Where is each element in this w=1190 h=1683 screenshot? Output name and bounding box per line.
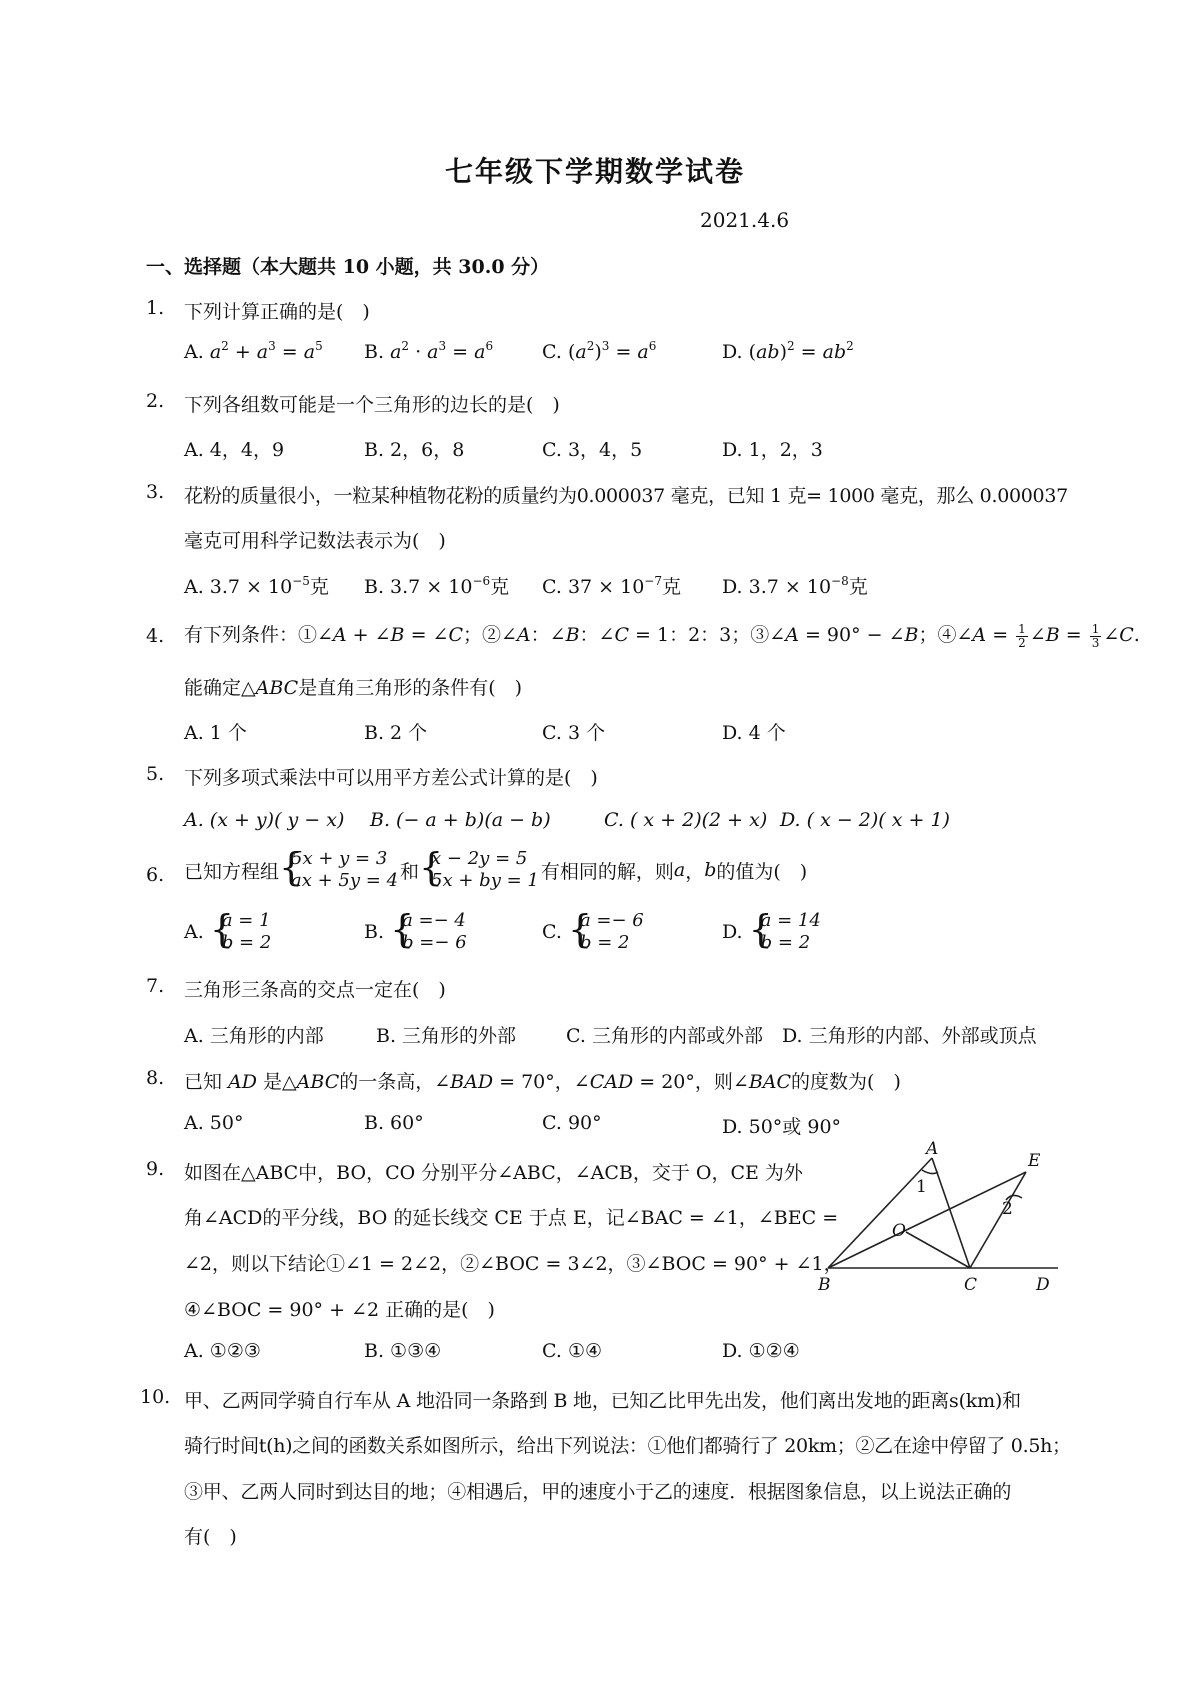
option-c: C. $37 \times 10^{-7}$克 (542, 574, 682, 598)
option-b: B. 2，6，8 (364, 439, 465, 461)
label-c: C (964, 1275, 978, 1295)
label-a: A (926, 1140, 939, 1159)
question-number: 1. (146, 297, 165, 319)
question-number: 2. (146, 390, 165, 412)
question-stem-line-2: 毫克可用科学记数法表示为( ) (184, 530, 446, 552)
question-stem: 下列多项式乘法中可以用平方差公式计算的是( ) (184, 767, 598, 789)
question-number: 3. (146, 481, 165, 503)
label-o: O (892, 1221, 906, 1241)
option-d: D. { a = 14 b = 2 (722, 907, 821, 953)
label-angle-2: 2 (1002, 1199, 1013, 1219)
option-d: D. ( x − 2)( x + 1) (780, 809, 950, 831)
question-stem-line-4: ④∠BOC = 90° + ∠2 正确的是( ) (184, 1299, 495, 1321)
question-number: 8. (146, 1067, 165, 1089)
option-d: D. 50°或 90° (722, 1116, 842, 1138)
option-c: C. { a =− 6 b = 2 (542, 907, 644, 953)
label-angle-1: 1 (916, 1177, 927, 1197)
option-c: C. 3 个 (542, 722, 606, 744)
equation-system-1: { 5x + y = 3 ax + 5y = 4 (279, 845, 399, 891)
label-d: D (1036, 1275, 1050, 1295)
option-c: C. 3，4，5 (542, 439, 643, 461)
option-a: A. { a = 1 b = 2 (184, 907, 272, 953)
question-stem-line-2: 骑行时间t(h)之间的函数关系如图所示，给出下列说法：①他们都骑行了 20km；②乙在途中停留了 0.5h； (184, 1435, 1071, 1457)
option-d: D. 1，2，3 (722, 439, 823, 461)
option-c: C. 三角形的内部或外部 (566, 1025, 763, 1047)
option-c: C. 90° (542, 1112, 602, 1134)
question-stem: 下列各组数可能是一个三角形的边长的是( ) (184, 394, 560, 416)
question-number: 5. (146, 763, 165, 785)
option-a: A. (x + y)( y − x) (184, 809, 345, 831)
option-b: B. $3.7 \times 10^{-6}$克 (364, 574, 510, 598)
question-number: 4. (146, 625, 165, 647)
option-a: A. 1 个 (184, 722, 247, 744)
question-stem-line-4: 有( ) (184, 1526, 237, 1548)
question-stem-line-2: 能确定△ABC是直角三角形的条件有( ) (184, 677, 523, 699)
question-stem-line-3: ∠2，则以下结论①∠1 = 2∠2，②∠BOC = 3∠2，③∠BOC = 90° + ∠1， (184, 1253, 843, 1275)
question-stem-line-2: 角∠ACD的平分线，BO 的延长线交 CE 于点 E，记∠BAC = ∠1，∠BEC = (184, 1207, 839, 1229)
option-a: A. $a^2 + a^3 = a^5$ (184, 339, 323, 363)
option-a: A. ①②③ (184, 1340, 261, 1362)
question-stem: 下列计算正确的是( ) (184, 301, 370, 323)
option-b: B. 三角形的外部 (376, 1025, 517, 1047)
option-b: B. 2 个 (364, 722, 428, 744)
label-b: B (818, 1275, 831, 1295)
option-b: B. ①③④ (364, 1340, 442, 1362)
question-stem: 三角形三条高的交点一定在( ) (184, 979, 446, 1001)
option-c: C. $(a^2)^3 = a^6$ (542, 339, 657, 363)
question-stem-line-1: 花粉的质量很小，一粒某种植物花粉的质量约为0.000037 毫克，已知 1 克= 1000 毫克，那么 0.000037 (184, 485, 1068, 507)
label-e: E (1028, 1151, 1041, 1171)
option-d: D. 4 个 (722, 722, 786, 744)
option-d: D. 三角形的内部、外部或顶点 (782, 1025, 1037, 1047)
option-a: A. 50° (184, 1112, 244, 1134)
question-stem-line-3: ③甲、乙两人同时到达目的地；④相遇后，甲的速度小于乙的速度．根据图象信息，以上说法正确的 (184, 1481, 1012, 1503)
question-stem-line-1: 有下列条件：①∠A + ∠B = ∠C；②∠A：∠B：∠C = 1：2：3；③∠A = 90° − ∠B；④∠A = $\frac{1}{2}$ ∠B = $\frac{1}{3}$ ∠C. (184, 621, 1140, 650)
equation-system-2: { x − 2y = 5 5x + by = 1 (419, 845, 539, 891)
option-b: B. (− a + b)(a − b) (370, 809, 551, 831)
question-stem-line-1: 如图在△ABC中，BO，CO 分别平分∠ABC，∠ACB，交于 O，CE 为外 (184, 1162, 803, 1184)
option-d: D. $3.7 \times 10^{-8}$克 (722, 574, 868, 598)
question-stem: 已知 AD 是△ABC的一条高，∠BAD = 70°，∠CAD = 20°，则∠BAC的度数为( ) (184, 1071, 901, 1093)
question-stem: 已知方程组 { 5x + y = 3 ax + 5y = 4 和 { x − 2y = 5 5x + by = 1 有相同的解，则 a ， b 的值为( ) (184, 845, 808, 891)
option-b: B. 60° (364, 1112, 424, 1134)
fraction: $\frac{1}{3}$ (1091, 621, 1100, 650)
option-b: B. $a^2 \cdot a^3 = a^6$ (364, 339, 494, 363)
option-a: A. $3.7 \times 10^{-5}$克 (184, 574, 329, 598)
page-title: 七年级下学期数学试卷 (444, 155, 745, 188)
question-number: 9. (146, 1158, 165, 1180)
option-c: C. ①④ (542, 1340, 603, 1362)
question-number: 7. (146, 975, 165, 997)
question-stem-line-1: 甲、乙两同学骑自行车从 A 地沿同一条路到 B 地，已知乙比甲先出发，他们离出发地的距离s(km)和 (184, 1390, 1021, 1412)
option-b: B. { a =− 4 b =− 6 (364, 907, 467, 953)
fraction: $\frac{1}{2}$ (1018, 621, 1026, 650)
option-d: D. $(ab)^2 = ab^2$ (722, 339, 854, 363)
triangle-figure (810, 1140, 1080, 1300)
option-a: A. 三角形的内部 (184, 1025, 324, 1047)
exam-date: 2021.4.6 (700, 208, 790, 232)
section-heading: 一、选择题（本大题共 10 小题，共 30.0 分） (146, 256, 550, 278)
option-a: A. 4，4，9 (184, 439, 285, 461)
option-c: C. ( x + 2)(2 + x) (604, 809, 768, 831)
question-number: 10. (140, 1386, 171, 1408)
option-d: D. ①②④ (722, 1340, 800, 1362)
question-number: 6. (146, 864, 165, 886)
